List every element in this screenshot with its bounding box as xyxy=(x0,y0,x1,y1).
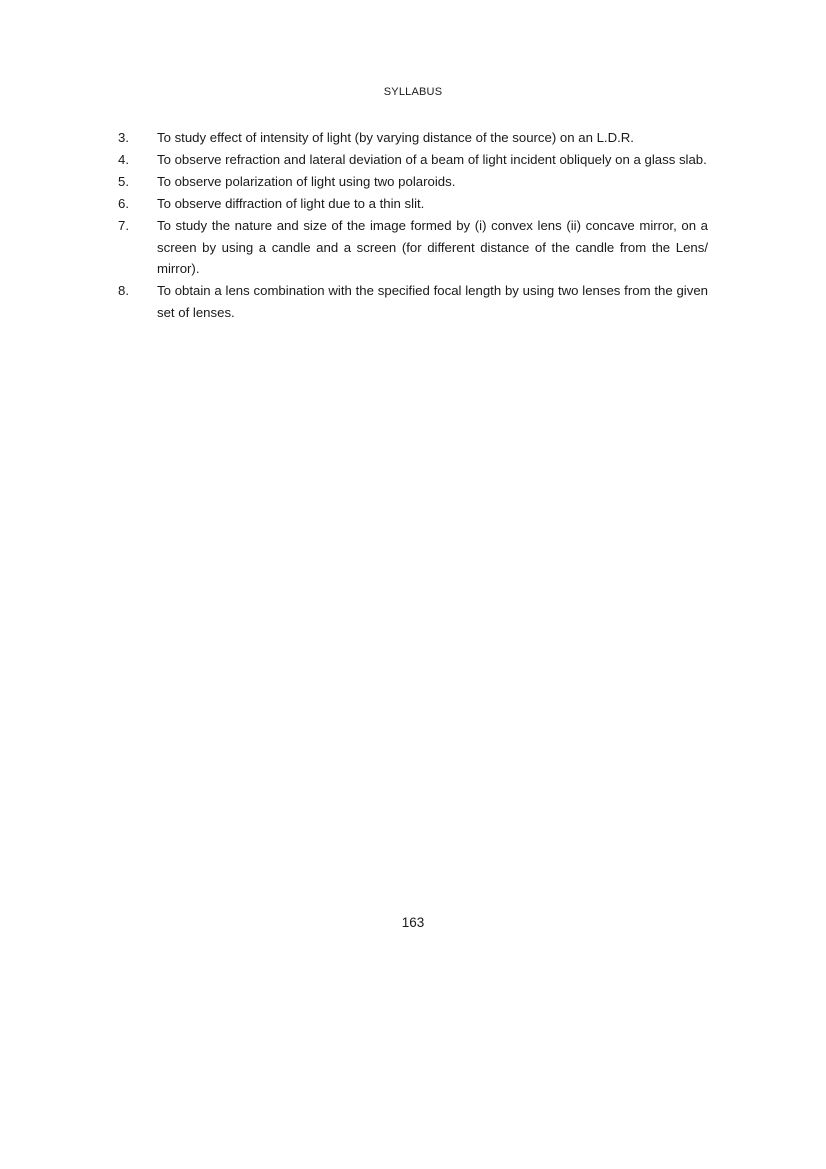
item-number: 6. xyxy=(118,196,129,211)
item-number: 3. xyxy=(118,130,129,145)
item-text: To study the nature and size of the image formed by (i) convex lens (ii) concave mirror, on a screen by using a candle and a screen (for different distance of the candle from the Lens/ mirror). xyxy=(157,218,708,276)
item-text: To observe polarization of light using two polaroids. xyxy=(157,174,456,189)
item-number: 7. xyxy=(118,218,129,233)
list-item xyxy=(118,127,708,149)
item-number: 8. xyxy=(118,283,129,298)
list-item xyxy=(118,280,708,323)
page-number: 163 xyxy=(401,915,425,930)
list-item xyxy=(118,193,708,215)
list-item xyxy=(118,149,708,171)
item-text: To observe diffraction of light due to a thin slit. xyxy=(157,196,425,211)
running-header: SYLLABUS xyxy=(383,86,443,98)
list-item xyxy=(118,171,708,193)
item-text: To observe refraction and lateral deviation of a beam of light incident obliquely on a glass slab. xyxy=(157,152,707,167)
item-text: To study effect of intensity of light (by varying distance of the source) on an L.D.R. xyxy=(157,130,634,145)
item-text: To obtain a lens combination with the specified focal length by using two lenses from the given set of lenses. xyxy=(157,283,708,320)
experiment-list xyxy=(118,127,708,324)
item-number: 5. xyxy=(118,174,129,189)
list-item xyxy=(118,215,708,280)
item-number: 4. xyxy=(118,152,129,167)
